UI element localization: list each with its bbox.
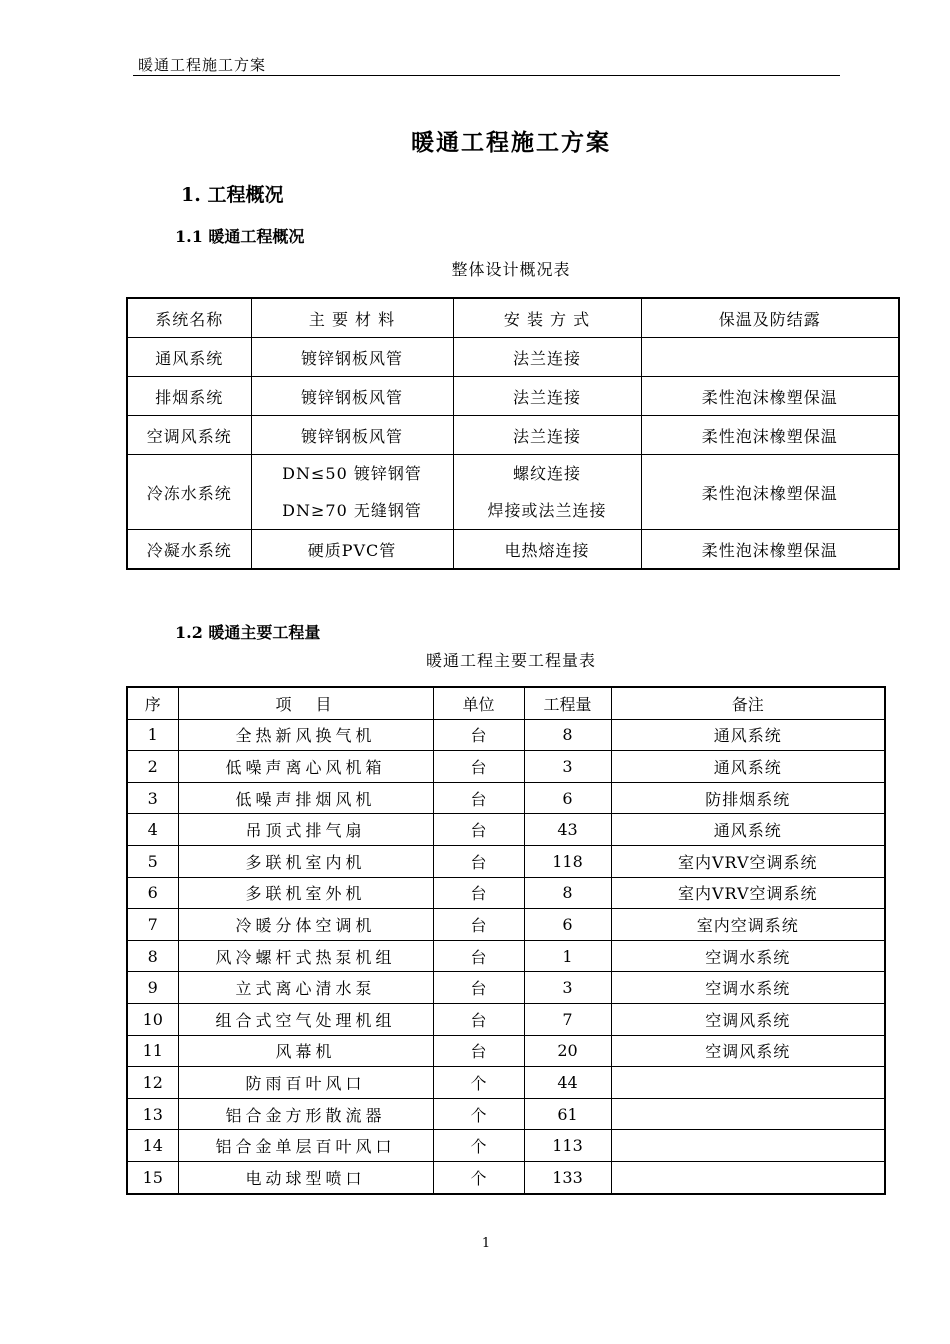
table-row <box>127 909 885 941</box>
install-cell: 法兰连接 <box>453 416 641 455</box>
unit-cell: 个 <box>433 1130 524 1162</box>
no-cell: 1 <box>127 719 178 751</box>
item-cell: 风幕机 <box>178 1035 433 1067</box>
material-cell: 镀锌钢板风管 <box>251 338 453 377</box>
qty-cell: 7 <box>524 1003 611 1035</box>
no-cell: 7 <box>127 909 178 941</box>
note-cell: 通风系统 <box>611 719 885 751</box>
qty-cell: 3 <box>524 751 611 783</box>
note-cell: 室内VRV空调系统 <box>611 845 885 877</box>
header-cell: 单位 <box>433 687 524 719</box>
section-1-heading: 1. 工程概况 <box>181 184 284 206</box>
table-row <box>127 377 899 416</box>
note-cell: 空调水系统 <box>611 972 885 1004</box>
unit-cell: 台 <box>433 877 524 909</box>
table-row <box>127 1035 885 1067</box>
table-row <box>127 338 899 377</box>
header-cell: 序 <box>127 687 178 719</box>
install-cell: 电热熔连接 <box>453 530 641 570</box>
install-cell: 法兰连接 <box>453 377 641 416</box>
unit-cell: 台 <box>433 719 524 751</box>
system-cell: 冷凝水系统 <box>127 530 251 570</box>
qty-cell: 118 <box>524 845 611 877</box>
note-cell: 通风系统 <box>611 814 885 846</box>
note-cell <box>611 1161 885 1193</box>
page-header: 暖通工程施工方案 <box>138 56 267 74</box>
header-divider <box>133 75 840 76</box>
note-cell: 空调风系统 <box>611 1035 885 1067</box>
table-row <box>127 1161 885 1193</box>
qty-cell: 44 <box>524 1067 611 1099</box>
item-cell: 铝合金方形散流器 <box>178 1098 433 1130</box>
table-row <box>127 530 899 570</box>
header-cell: 备注 <box>611 687 885 719</box>
no-cell: 11 <box>127 1035 178 1067</box>
item-cell: 组合式空气处理机组 <box>178 1003 433 1035</box>
qty-cell: 43 <box>524 814 611 846</box>
insulation-cell: 柔性泡沫橡塑保温 <box>641 530 899 570</box>
table-row <box>127 782 885 814</box>
qty-cell: 1 <box>524 940 611 972</box>
qty-cell: 6 <box>524 782 611 814</box>
insulation-cell: 柔性泡沫橡塑保温 <box>641 455 899 530</box>
note-cell: 防排烟系统 <box>611 782 885 814</box>
table-row <box>127 814 885 846</box>
item-cell: 多联机室外机 <box>178 877 433 909</box>
insulation-cell: 柔性泡沫橡塑保温 <box>641 377 899 416</box>
document-title: 暖通工程施工方案 <box>411 129 611 156</box>
unit-cell: 台 <box>433 909 524 941</box>
system-cell: 通风系统 <box>127 338 251 377</box>
unit-cell: 台 <box>433 751 524 783</box>
table1-caption: 整体设计概况表 <box>451 260 571 279</box>
table-row <box>127 719 885 751</box>
table-row <box>127 1098 885 1130</box>
design-overview-table <box>126 297 900 570</box>
item-cell: 铝合金单层百叶风口 <box>178 1130 433 1162</box>
table-row <box>127 877 885 909</box>
item-cell: 冷暖分体空调机 <box>178 909 433 941</box>
note-cell: 空调水系统 <box>611 940 885 972</box>
no-cell: 8 <box>127 940 178 972</box>
item-cell: 电动球型喷口 <box>178 1161 433 1193</box>
table-row <box>127 751 885 783</box>
unit-cell: 个 <box>433 1067 524 1099</box>
section-1-2-heading: 1.2 暖通主要工程量 <box>175 623 321 642</box>
table-header-row <box>127 298 899 338</box>
install-line: 焊接或法兰连接 <box>487 501 607 520</box>
note-cell <box>611 1098 885 1130</box>
unit-cell: 个 <box>433 1098 524 1130</box>
material-cell: 硬质PVC管 <box>251 530 453 570</box>
material-cell: 镀锌钢板风管 <box>251 377 453 416</box>
table-row <box>127 416 899 455</box>
no-cell: 3 <box>127 782 178 814</box>
qty-cell: 8 <box>524 877 611 909</box>
qty-cell: 8 <box>524 719 611 751</box>
page-number: 1 <box>481 1236 491 1251</box>
no-cell: 12 <box>127 1067 178 1099</box>
table-header-row <box>127 687 885 719</box>
no-cell: 4 <box>127 814 178 846</box>
no-cell: 14 <box>127 1130 178 1162</box>
install-cell: 法兰连接 <box>453 338 641 377</box>
table-row <box>127 940 885 972</box>
unit-cell: 台 <box>433 940 524 972</box>
material-line: DN≤50 镀锌钢管 <box>282 464 422 483</box>
note-cell: 通风系统 <box>611 751 885 783</box>
item-cell: 全热新风换气机 <box>178 719 433 751</box>
header-cell: 项 目 <box>178 687 433 719</box>
note-cell <box>611 1067 885 1099</box>
no-cell: 15 <box>127 1161 178 1193</box>
qty-cell: 133 <box>524 1161 611 1193</box>
table-row <box>127 845 885 877</box>
table2-caption: 暖通工程主要工程量表 <box>425 651 596 670</box>
header-cell: 保温及防结露 <box>641 298 899 338</box>
unit-cell: 个 <box>433 1161 524 1193</box>
qty-cell: 113 <box>524 1130 611 1162</box>
system-cell: 冷冻水系统 <box>127 455 251 530</box>
qty-cell: 61 <box>524 1098 611 1130</box>
item-cell: 低噪声离心风机箱 <box>178 751 433 783</box>
system-cell: 空调风系统 <box>127 416 251 455</box>
unit-cell: 台 <box>433 782 524 814</box>
note-cell: 空调风系统 <box>611 1003 885 1035</box>
item-cell: 多联机室内机 <box>178 845 433 877</box>
item-cell: 风冷螺杆式热泵机组 <box>178 940 433 972</box>
material-line: DN≥70 无缝钢管 <box>282 501 422 520</box>
qty-cell: 3 <box>524 972 611 1004</box>
table-row <box>127 1067 885 1099</box>
table-row <box>127 972 885 1004</box>
no-cell: 10 <box>127 1003 178 1035</box>
header-cell: 安 装 方 式 <box>453 298 641 338</box>
item-cell: 吊顶式排气扇 <box>178 814 433 846</box>
insulation-cell <box>641 338 899 377</box>
no-cell: 2 <box>127 751 178 783</box>
header-cell: 主 要 材 料 <box>251 298 453 338</box>
header-cell: 工程量 <box>524 687 611 719</box>
item-cell: 低噪声排烟风机 <box>178 782 433 814</box>
qty-cell: 20 <box>524 1035 611 1067</box>
unit-cell: 台 <box>433 972 524 1004</box>
install-line: 螺纹连接 <box>512 464 581 483</box>
unit-cell: 台 <box>433 1035 524 1067</box>
table-row <box>127 455 899 530</box>
no-cell: 5 <box>127 845 178 877</box>
system-cell: 排烟系统 <box>127 377 251 416</box>
material-cell <box>251 455 453 530</box>
header-cell: 系统名称 <box>127 298 251 338</box>
no-cell: 9 <box>127 972 178 1004</box>
note-cell: 室内空调系统 <box>611 909 885 941</box>
material-cell: 镀锌钢板风管 <box>251 416 453 455</box>
install-cell <box>453 455 641 530</box>
insulation-cell: 柔性泡沫橡塑保温 <box>641 416 899 455</box>
quantity-table <box>126 686 886 1195</box>
unit-cell: 台 <box>433 845 524 877</box>
item-cell: 立式离心清水泵 <box>178 972 433 1004</box>
unit-cell: 台 <box>433 1003 524 1035</box>
qty-cell: 6 <box>524 909 611 941</box>
note-cell: 室内VRV空调系统 <box>611 877 885 909</box>
table-row <box>127 1130 885 1162</box>
item-cell: 防雨百叶风口 <box>178 1067 433 1099</box>
no-cell: 13 <box>127 1098 178 1130</box>
section-1-1-heading: 1.1 暖通工程概况 <box>175 227 305 246</box>
no-cell: 6 <box>127 877 178 909</box>
note-cell <box>611 1130 885 1162</box>
unit-cell: 台 <box>433 814 524 846</box>
table-row <box>127 1003 885 1035</box>
